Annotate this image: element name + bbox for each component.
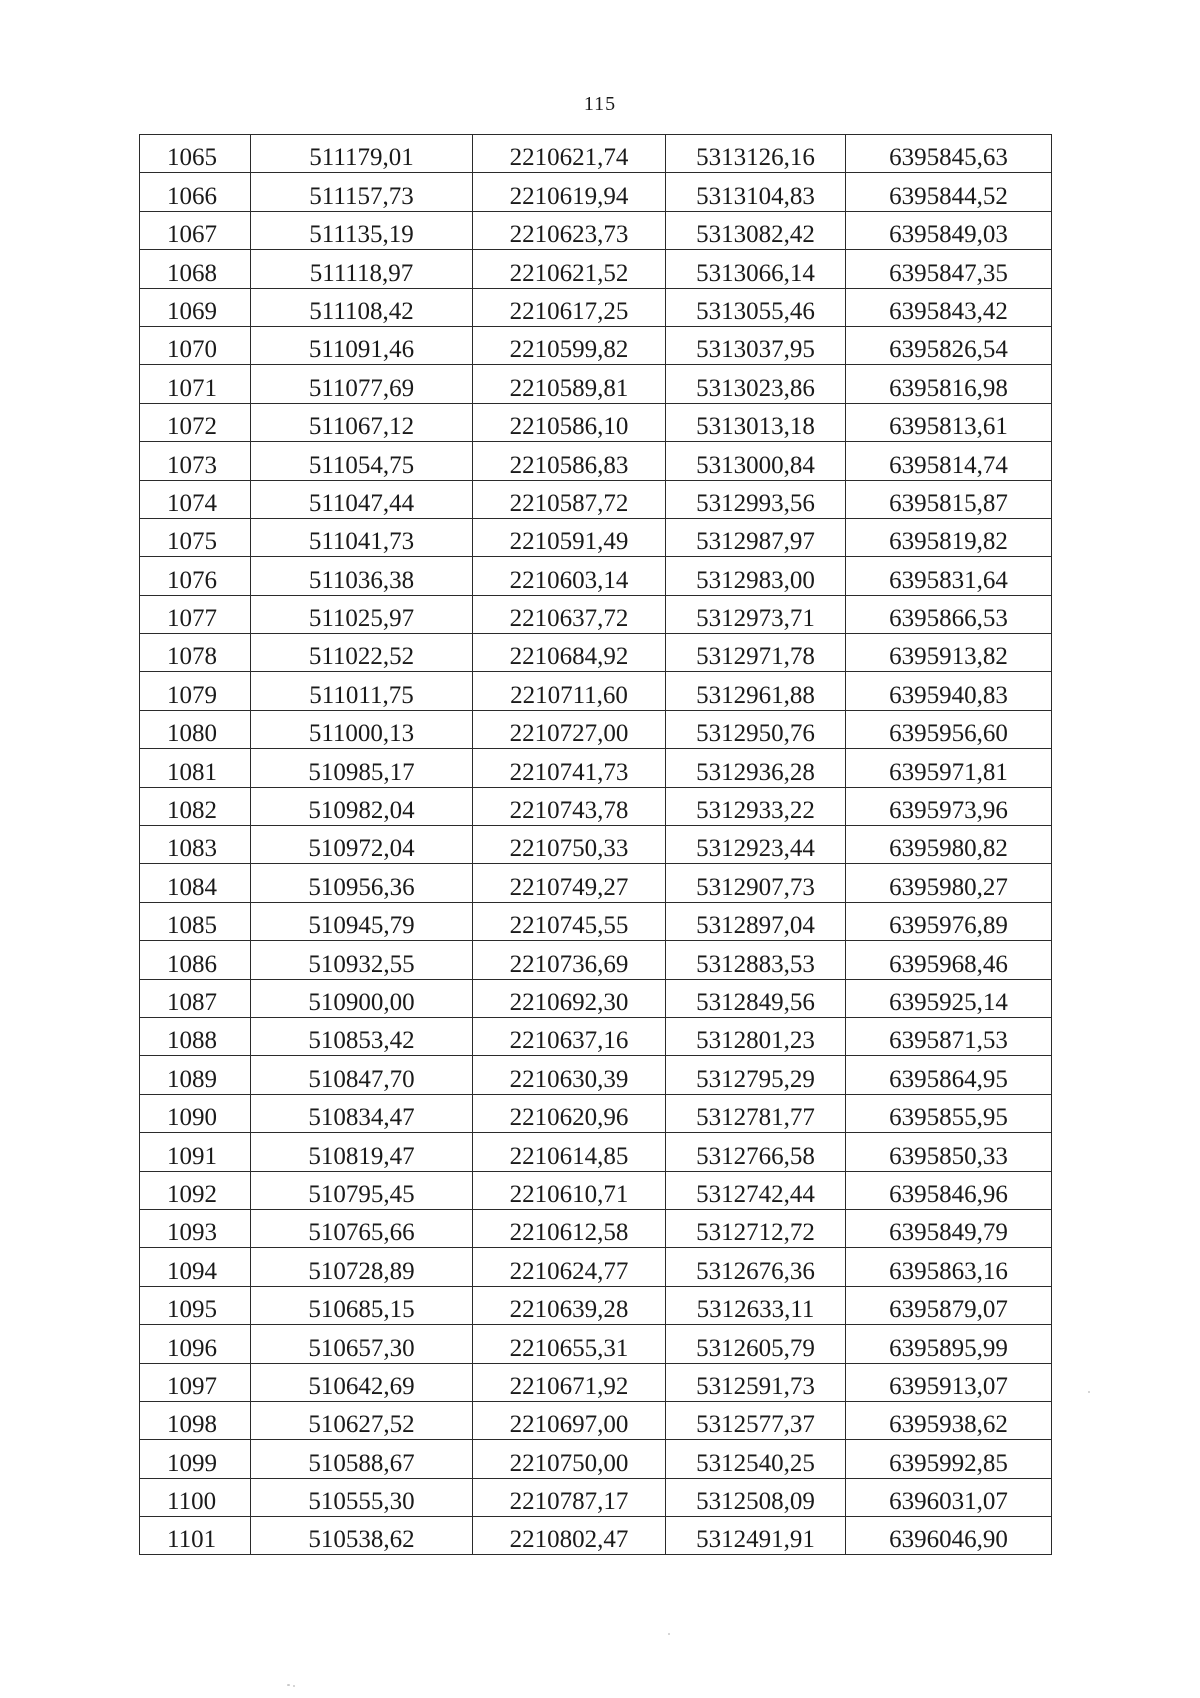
coord-x1-cell: 510972,04 xyxy=(251,826,473,864)
point-number-cell: 1076 xyxy=(140,557,251,595)
coord-y1-cell: 2210630,39 xyxy=(473,1056,666,1094)
point-number-cell: 1080 xyxy=(140,710,251,748)
coord-y1-cell: 2210736,69 xyxy=(473,941,666,979)
coord-y1-cell: 2210621,52 xyxy=(473,250,666,288)
coord-y1-cell: 2210587,72 xyxy=(473,480,666,518)
coord-y1-cell: 2210684,92 xyxy=(473,634,666,672)
coord-y2-cell: 6395864,95 xyxy=(846,1056,1052,1094)
page-number: 115 xyxy=(583,93,617,115)
coord-x1-cell: 511067,12 xyxy=(251,403,473,441)
point-number-cell: 1081 xyxy=(140,749,251,787)
point-number-cell: 1101 xyxy=(140,1517,251,1555)
coord-y2-cell: 6395844,52 xyxy=(846,173,1052,211)
coord-x2-cell: 5312676,36 xyxy=(666,1248,846,1286)
coord-y2-cell: 6395973,96 xyxy=(846,787,1052,825)
table-row xyxy=(140,1017,1052,1055)
coord-y2-cell: 6395925,14 xyxy=(846,979,1052,1017)
coord-x1-cell: 510932,55 xyxy=(251,941,473,979)
coord-y1-cell: 2210599,82 xyxy=(473,326,666,364)
coord-x2-cell: 5312971,78 xyxy=(666,634,846,672)
coord-y2-cell: 6395826,54 xyxy=(846,326,1052,364)
coord-x1-cell: 511011,75 xyxy=(251,672,473,710)
point-number-cell: 1070 xyxy=(140,326,251,364)
table-row xyxy=(140,1325,1052,1363)
coord-y2-cell: 6395843,42 xyxy=(846,288,1052,326)
coord-y1-cell: 2210589,81 xyxy=(473,365,666,403)
table-row xyxy=(140,1133,1052,1171)
coord-y1-cell: 2210697,00 xyxy=(473,1401,666,1439)
coord-x1-cell: 510588,67 xyxy=(251,1440,473,1478)
coord-y1-cell: 2210624,77 xyxy=(473,1248,666,1286)
table-row xyxy=(140,173,1052,211)
coord-y1-cell: 2210610,71 xyxy=(473,1171,666,1209)
point-number-cell: 1098 xyxy=(140,1401,251,1439)
coord-y1-cell: 2210623,73 xyxy=(473,211,666,249)
coord-x1-cell: 511047,44 xyxy=(251,480,473,518)
coord-x1-cell: 511054,75 xyxy=(251,442,473,480)
coord-y1-cell: 2210671,92 xyxy=(473,1363,666,1401)
coord-y1-cell: 2210586,10 xyxy=(473,403,666,441)
scan-speck xyxy=(287,1684,290,1686)
coord-y1-cell: 2210727,00 xyxy=(473,710,666,748)
table-row xyxy=(140,1517,1052,1555)
coord-y1-cell: 2210692,30 xyxy=(473,979,666,1017)
coord-x1-cell: 510685,15 xyxy=(251,1286,473,1324)
table-row xyxy=(140,518,1052,556)
coord-x1-cell: 511000,13 xyxy=(251,710,473,748)
coord-x2-cell: 5313126,16 xyxy=(666,135,846,173)
coord-y1-cell: 2210749,27 xyxy=(473,864,666,902)
point-number-cell: 1068 xyxy=(140,250,251,288)
coord-y2-cell: 6395845,63 xyxy=(846,135,1052,173)
table-row xyxy=(140,1094,1052,1132)
point-number-cell: 1086 xyxy=(140,941,251,979)
coord-x1-cell: 510853,42 xyxy=(251,1017,473,1055)
coord-y2-cell: 6395847,35 xyxy=(846,250,1052,288)
coord-y1-cell: 2210637,16 xyxy=(473,1017,666,1055)
coord-y2-cell: 6395913,07 xyxy=(846,1363,1052,1401)
coord-x2-cell: 5312933,22 xyxy=(666,787,846,825)
coord-y1-cell: 2210586,83 xyxy=(473,442,666,480)
coord-x1-cell: 510847,70 xyxy=(251,1056,473,1094)
coord-y2-cell: 6395815,87 xyxy=(846,480,1052,518)
coord-x2-cell: 5313082,42 xyxy=(666,211,846,249)
coord-x2-cell: 5313000,84 xyxy=(666,442,846,480)
coord-x2-cell: 5312508,09 xyxy=(666,1478,846,1516)
coord-y2-cell: 6395895,99 xyxy=(846,1325,1052,1363)
coord-y2-cell: 6395971,81 xyxy=(846,749,1052,787)
coord-y1-cell: 2210617,25 xyxy=(473,288,666,326)
coord-y1-cell: 2210750,33 xyxy=(473,826,666,864)
point-number-cell: 1083 xyxy=(140,826,251,864)
point-number-cell: 1097 xyxy=(140,1363,251,1401)
coord-y1-cell: 2210614,85 xyxy=(473,1133,666,1171)
point-number-cell: 1090 xyxy=(140,1094,251,1132)
coord-y2-cell: 6395846,96 xyxy=(846,1171,1052,1209)
point-number-cell: 1093 xyxy=(140,1209,251,1247)
coord-y1-cell: 2210655,31 xyxy=(473,1325,666,1363)
coord-x1-cell: 510900,00 xyxy=(251,979,473,1017)
coord-y2-cell: 6395940,83 xyxy=(846,672,1052,710)
table-row xyxy=(140,634,1052,672)
point-number-cell: 1067 xyxy=(140,211,251,249)
coord-y2-cell: 6395980,27 xyxy=(846,864,1052,902)
table-row xyxy=(140,1363,1052,1401)
point-number-cell: 1071 xyxy=(140,365,251,403)
point-number-cell: 1091 xyxy=(140,1133,251,1171)
table-body xyxy=(140,135,1052,1555)
point-number-cell: 1065 xyxy=(140,135,251,173)
coord-y2-cell: 6395849,03 xyxy=(846,211,1052,249)
coord-x2-cell: 5312712,72 xyxy=(666,1209,846,1247)
table-row xyxy=(140,480,1052,518)
point-number-cell: 1075 xyxy=(140,518,251,556)
coord-x2-cell: 5312591,73 xyxy=(666,1363,846,1401)
coord-y1-cell: 2210711,60 xyxy=(473,672,666,710)
coord-x2-cell: 5312983,00 xyxy=(666,557,846,595)
coord-x1-cell: 510538,62 xyxy=(251,1517,473,1555)
table-row xyxy=(140,1248,1052,1286)
coord-y1-cell: 2210612,58 xyxy=(473,1209,666,1247)
coord-x2-cell: 5312795,29 xyxy=(666,1056,846,1094)
coord-x2-cell: 5312950,76 xyxy=(666,710,846,748)
coord-x1-cell: 511108,42 xyxy=(251,288,473,326)
table-row xyxy=(140,710,1052,748)
coord-y2-cell: 6395968,46 xyxy=(846,941,1052,979)
point-number-cell: 1100 xyxy=(140,1478,251,1516)
point-number-cell: 1077 xyxy=(140,595,251,633)
scan-speck xyxy=(1088,1391,1090,1393)
table-row xyxy=(140,288,1052,326)
table-row xyxy=(140,1478,1052,1516)
coord-y2-cell: 6395813,61 xyxy=(846,403,1052,441)
table-row xyxy=(140,864,1052,902)
coord-y2-cell: 6395849,79 xyxy=(846,1209,1052,1247)
table-row xyxy=(140,403,1052,441)
coord-x1-cell: 511025,97 xyxy=(251,595,473,633)
table-row xyxy=(140,595,1052,633)
coord-x1-cell: 510985,17 xyxy=(251,749,473,787)
coord-x1-cell: 510956,36 xyxy=(251,864,473,902)
table-row xyxy=(140,135,1052,173)
coord-x1-cell: 510657,30 xyxy=(251,1325,473,1363)
table-row xyxy=(140,902,1052,940)
scan-speck xyxy=(293,1685,295,1687)
coord-y1-cell: 2210620,96 xyxy=(473,1094,666,1132)
coord-x2-cell: 5312742,44 xyxy=(666,1171,846,1209)
point-number-cell: 1089 xyxy=(140,1056,251,1094)
coord-x2-cell: 5312987,97 xyxy=(666,518,846,556)
table-row xyxy=(140,1209,1052,1247)
table-row xyxy=(140,365,1052,403)
table-row xyxy=(140,979,1052,1017)
coord-x2-cell: 5312883,53 xyxy=(666,941,846,979)
coord-x1-cell: 510819,47 xyxy=(251,1133,473,1171)
table-row xyxy=(140,326,1052,364)
coord-y2-cell: 6395855,95 xyxy=(846,1094,1052,1132)
point-number-cell: 1099 xyxy=(140,1440,251,1478)
coord-x1-cell: 511157,73 xyxy=(251,173,473,211)
coord-x1-cell: 510642,69 xyxy=(251,1363,473,1401)
table-row xyxy=(140,941,1052,979)
coord-y1-cell: 2210750,00 xyxy=(473,1440,666,1478)
coord-y2-cell: 6395871,53 xyxy=(846,1017,1052,1055)
point-number-cell: 1088 xyxy=(140,1017,251,1055)
coord-x2-cell: 5312907,73 xyxy=(666,864,846,902)
coord-x1-cell: 511077,69 xyxy=(251,365,473,403)
coord-y1-cell: 2210637,72 xyxy=(473,595,666,633)
point-number-cell: 1084 xyxy=(140,864,251,902)
coord-x2-cell: 5312936,28 xyxy=(666,749,846,787)
coord-y2-cell: 6395814,74 xyxy=(846,442,1052,480)
coord-x1-cell: 510728,89 xyxy=(251,1248,473,1286)
coord-x1-cell: 510982,04 xyxy=(251,787,473,825)
point-number-cell: 1082 xyxy=(140,787,251,825)
coord-y2-cell: 6395913,82 xyxy=(846,634,1052,672)
coord-x1-cell: 511022,52 xyxy=(251,634,473,672)
coord-y2-cell: 6395992,85 xyxy=(846,1440,1052,1478)
coord-x2-cell: 5313055,46 xyxy=(666,288,846,326)
coord-y2-cell: 6396031,07 xyxy=(846,1478,1052,1516)
point-number-cell: 1079 xyxy=(140,672,251,710)
coord-y2-cell: 6395866,53 xyxy=(846,595,1052,633)
coord-x1-cell: 510834,47 xyxy=(251,1094,473,1132)
table-row xyxy=(140,826,1052,864)
coord-y2-cell: 6395816,98 xyxy=(846,365,1052,403)
coord-x2-cell: 5312801,23 xyxy=(666,1017,846,1055)
table-row xyxy=(140,250,1052,288)
scan-speck xyxy=(668,1633,670,1635)
point-number-cell: 1078 xyxy=(140,634,251,672)
coord-x2-cell: 5312849,56 xyxy=(666,979,846,1017)
coord-x2-cell: 5312923,44 xyxy=(666,826,846,864)
coord-y2-cell: 6395956,60 xyxy=(846,710,1052,748)
point-number-cell: 1069 xyxy=(140,288,251,326)
coord-y2-cell: 6395980,82 xyxy=(846,826,1052,864)
table-row xyxy=(140,1056,1052,1094)
coord-x1-cell: 510555,30 xyxy=(251,1478,473,1516)
point-number-cell: 1073 xyxy=(140,442,251,480)
coord-y2-cell: 6395976,89 xyxy=(846,902,1052,940)
table-row xyxy=(140,749,1052,787)
point-number-cell: 1066 xyxy=(140,173,251,211)
coord-x2-cell: 5312766,58 xyxy=(666,1133,846,1171)
table-row xyxy=(140,1440,1052,1478)
coord-y2-cell: 6395850,33 xyxy=(846,1133,1052,1171)
coord-x2-cell: 5313013,18 xyxy=(666,403,846,441)
coord-x1-cell: 511036,38 xyxy=(251,557,473,595)
coord-y1-cell: 2210621,74 xyxy=(473,135,666,173)
coord-x2-cell: 5313037,95 xyxy=(666,326,846,364)
coord-y2-cell: 6395863,16 xyxy=(846,1248,1052,1286)
coord-x1-cell: 511118,97 xyxy=(251,250,473,288)
point-number-cell: 1096 xyxy=(140,1325,251,1363)
coord-y2-cell: 6395879,07 xyxy=(846,1286,1052,1324)
coord-x1-cell: 511179,01 xyxy=(251,135,473,173)
coord-y1-cell: 2210639,28 xyxy=(473,1286,666,1324)
coord-x2-cell: 5313066,14 xyxy=(666,250,846,288)
coord-y2-cell: 6395819,82 xyxy=(846,518,1052,556)
point-number-cell: 1074 xyxy=(140,480,251,518)
coord-x2-cell: 5313104,83 xyxy=(666,173,846,211)
coord-x2-cell: 5312973,71 xyxy=(666,595,846,633)
coord-x1-cell: 510945,79 xyxy=(251,902,473,940)
coord-y2-cell: 6396046,90 xyxy=(846,1517,1052,1555)
coord-y1-cell: 2210741,73 xyxy=(473,749,666,787)
point-number-cell: 1095 xyxy=(140,1286,251,1324)
coord-x2-cell: 5312540,25 xyxy=(666,1440,846,1478)
coord-y2-cell: 6395831,64 xyxy=(846,557,1052,595)
table-row xyxy=(140,557,1052,595)
coord-x2-cell: 5313023,86 xyxy=(666,365,846,403)
table-row xyxy=(140,1286,1052,1324)
coord-x2-cell: 5312605,79 xyxy=(666,1325,846,1363)
point-number-cell: 1072 xyxy=(140,403,251,441)
point-number-cell: 1085 xyxy=(140,902,251,940)
table-row xyxy=(140,672,1052,710)
table-row xyxy=(140,442,1052,480)
coord-x1-cell: 510795,45 xyxy=(251,1171,473,1209)
point-number-cell: 1092 xyxy=(140,1171,251,1209)
coord-x2-cell: 5312781,77 xyxy=(666,1094,846,1132)
coordinates-table xyxy=(139,134,1052,1555)
coord-x1-cell: 511091,46 xyxy=(251,326,473,364)
coord-x1-cell: 510765,66 xyxy=(251,1209,473,1247)
coord-y1-cell: 2210802,47 xyxy=(473,1517,666,1555)
point-number-cell: 1087 xyxy=(140,979,251,1017)
coord-y2-cell: 6395938,62 xyxy=(846,1401,1052,1439)
point-number-cell: 1094 xyxy=(140,1248,251,1286)
coord-y1-cell: 2210745,55 xyxy=(473,902,666,940)
table-row xyxy=(140,1401,1052,1439)
table-row xyxy=(140,787,1052,825)
table-row xyxy=(140,1171,1052,1209)
table-row xyxy=(140,211,1052,249)
coord-x2-cell: 5312993,56 xyxy=(666,480,846,518)
coord-x2-cell: 5312961,88 xyxy=(666,672,846,710)
coord-y1-cell: 2210787,17 xyxy=(473,1478,666,1516)
coord-x1-cell: 511041,73 xyxy=(251,518,473,556)
coord-y1-cell: 2210619,94 xyxy=(473,173,666,211)
coord-x2-cell: 5312491,91 xyxy=(666,1517,846,1555)
coord-x1-cell: 510627,52 xyxy=(251,1401,473,1439)
coord-x1-cell: 511135,19 xyxy=(251,211,473,249)
coord-y1-cell: 2210743,78 xyxy=(473,787,666,825)
coord-y1-cell: 2210603,14 xyxy=(473,557,666,595)
coord-x2-cell: 5312577,37 xyxy=(666,1401,846,1439)
coord-x2-cell: 5312897,04 xyxy=(666,902,846,940)
coord-y1-cell: 2210591,49 xyxy=(473,518,666,556)
coord-x2-cell: 5312633,11 xyxy=(666,1286,846,1324)
